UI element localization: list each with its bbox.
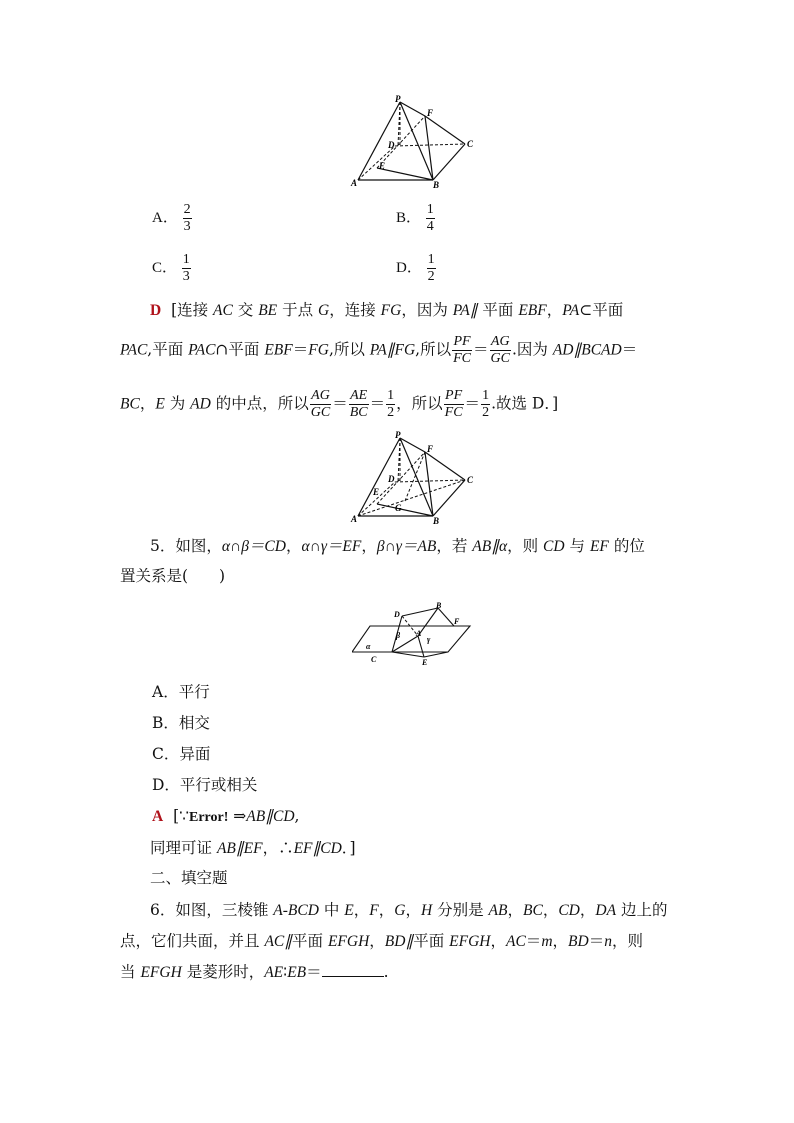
label-P: P [395,430,401,440]
label-P: P [395,94,401,104]
q5-option-b: B．相交 [152,714,210,732]
q5-option-a: A．平行 [152,683,210,701]
q6-line3: 当 EFGH 是菱形时，AE∶EB＝ . [120,963,389,981]
label-F: F [427,108,434,118]
q4-answer-line3: BC，E 为 AD 的中点，所以 $\frac{AG}{GC}$ ＝ $\frac{AE}{BC}$ ＝ $\frac{1}{2}$ ，所以 $\frac{PF}{FC}$ ＝ $\frac{1}{2}$ .故选 D．] [120,388,559,420]
option-d: D． $\frac{1}{2}$ [396,252,435,284]
label-D: D [394,610,400,619]
label-gamma: γ [427,635,431,644]
label-B: B [436,601,442,610]
label-A: A [351,178,358,188]
label-C: C [467,139,474,149]
section-heading: 二、填空题 [150,869,228,887]
label-A: A [416,629,422,638]
label-C: C [371,655,377,664]
label-B: B [433,516,440,526]
label-beta: β [396,631,401,640]
q4-answer-line1: D [连接 AC 交 BE 于点 G，连接 FG，因为 PA∥ 平面 EBF，PA⊂平面 [150,301,624,319]
label-A: A [351,514,358,524]
pyramid-figure-top [345,92,480,192]
option-c: C． $\frac{1}{3}$ [152,252,190,284]
label-alpha: α [366,642,371,651]
answer-blank[interactable] [322,962,384,977]
label-E: E [373,487,380,497]
q5-answer-line2: 同理可证 AB∥EF，∴EF∥CD．] [150,839,356,857]
q5-option-d: D．平行或相关 [152,776,258,794]
label-C: C [467,475,474,485]
q5-answer-line1: A [∵Error! ⇒AB∥CD, [152,807,300,825]
label-E: E [379,161,386,171]
label-E: E [422,658,428,667]
pyramid-figure-mid [345,428,480,528]
q6-line1: 6．如图，三棱锥 A-BCD 中 E，F，G，H 分别是 AB，BC，CD，DA 边上的 [150,901,668,919]
q5-option-c: C．异面 [152,745,211,763]
label-F: F [454,617,460,626]
q5-line1: 5．如图，α∩β＝CD，α∩γ＝EF，β∩γ＝AB，若 AB∥α，则 CD 与 EF 的位 [150,537,645,555]
label-F: F [427,444,434,454]
q6-line2: 点，它们共面，并且 AC∥平面 EFGH，BD∥平面 EFGH，AC＝m，BD＝n，则 [120,932,643,950]
label-G: G [395,503,402,513]
q5-line2: 置关系是( ) [120,567,226,585]
label-D: D [388,474,395,484]
label-D: D [388,140,395,150]
q4-answer-line2: PAC,平面 PAC∩平面 EBF＝FG,所以 PA∥FG,所以 $\frac{PF}{FC}$ ＝ $\frac{AG}{GC}$ .因为 AD∥BCAD＝ [120,334,638,366]
option-a: A． $\frac{2}{3}$ [152,202,191,234]
option-b: B． $\frac{1}{4}$ [396,202,434,234]
planes-figure [352,600,477,670]
label-B: B [433,180,440,190]
